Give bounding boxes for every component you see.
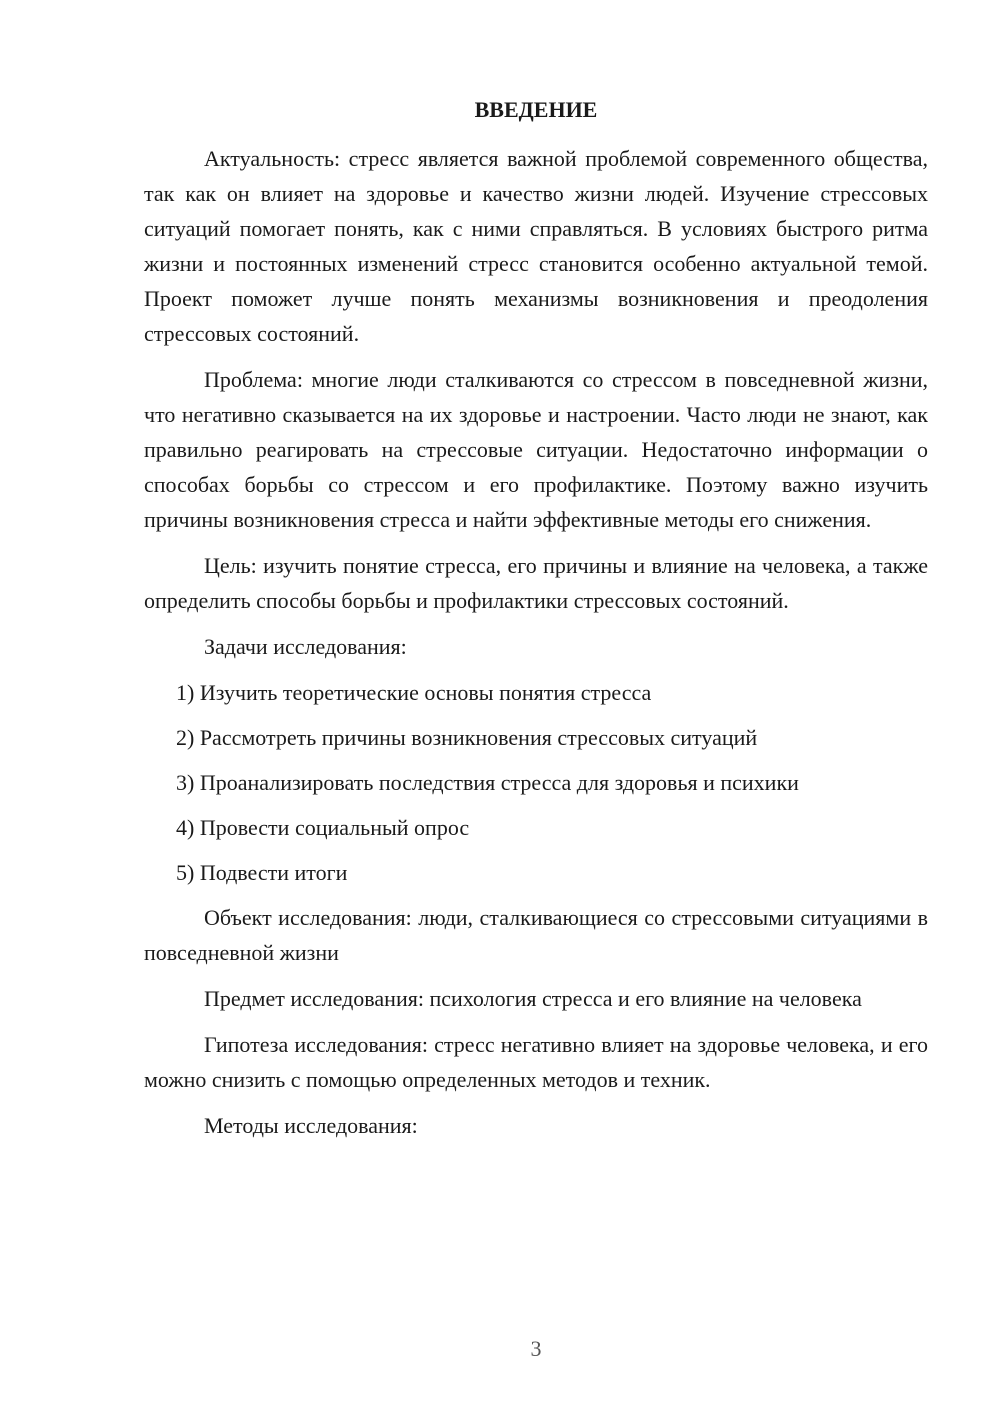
paragraph-tasks-heading: Задачи исследования:: [204, 634, 407, 659]
task-item-4: 4) Провести социальный опрос: [176, 815, 470, 840]
paragraph-methods-heading: Методы исследования:: [204, 1113, 418, 1138]
paragraph-object: Объект исследования: люди, сталкивающиеся со стрессовыми ситуациями в повседневной жизни: [144, 905, 928, 965]
tasks-list: [144, 675, 928, 890]
page-content: [144, 95, 928, 1154]
paragraph-goal: Цель: изучить понятие стресса, его причины и влияние на человека, а также определить способы борьбы и профилактики стрессовых состояний.: [144, 553, 928, 613]
paragraph-relevance: Актуальность: стресс является важной проблемой современного общества, так как он влияет на здоровье и качество жизни людей. Изучение стрессовых ситуаций помогает понять, как с ними справляться. В условиях быстрого ритма жизни и постоянных изменений стресс становится особенно актуальной темой. Проект поможет лучше понять механизмы возникновения и преодоления стрессовых состояний.: [144, 146, 928, 346]
section-heading: ВВЕДЕНИЕ: [474, 97, 598, 122]
task-item-5: 5) Подвести итоги: [176, 860, 348, 885]
paragraph-hypothesis: Гипотеза исследования: стресс негативно влияет на здоровье человека, и его можно снизить с помощью определенных методов и техник.: [144, 1032, 928, 1092]
paragraph-problem: Проблема: многие люди сталкиваются со стрессом в повседневной жизни, что негативно сказывается на их здоровье и настроении. Часто люди не знают, как правильно реагировать на стрессовые ситуации. Недостаточно информации о способах борьбы со стрессом и его профилактике. Поэтому важно изучить причины возникновения стресса и найти эффективные методы его снижения.: [144, 367, 928, 532]
task-item-2: 2) Рассмотреть причины возникновения стрессовых ситуаций: [176, 725, 758, 750]
paragraph-subject: Предмет исследования: психология стресса и его влияние на человека: [204, 986, 862, 1011]
page-number: 3: [530, 1336, 542, 1361]
task-item-3: 3) Проанализировать последствия стресса для здоровья и психики: [176, 770, 799, 795]
task-item-1: 1) Изучить теоретические основы понятия стресса: [176, 680, 652, 705]
